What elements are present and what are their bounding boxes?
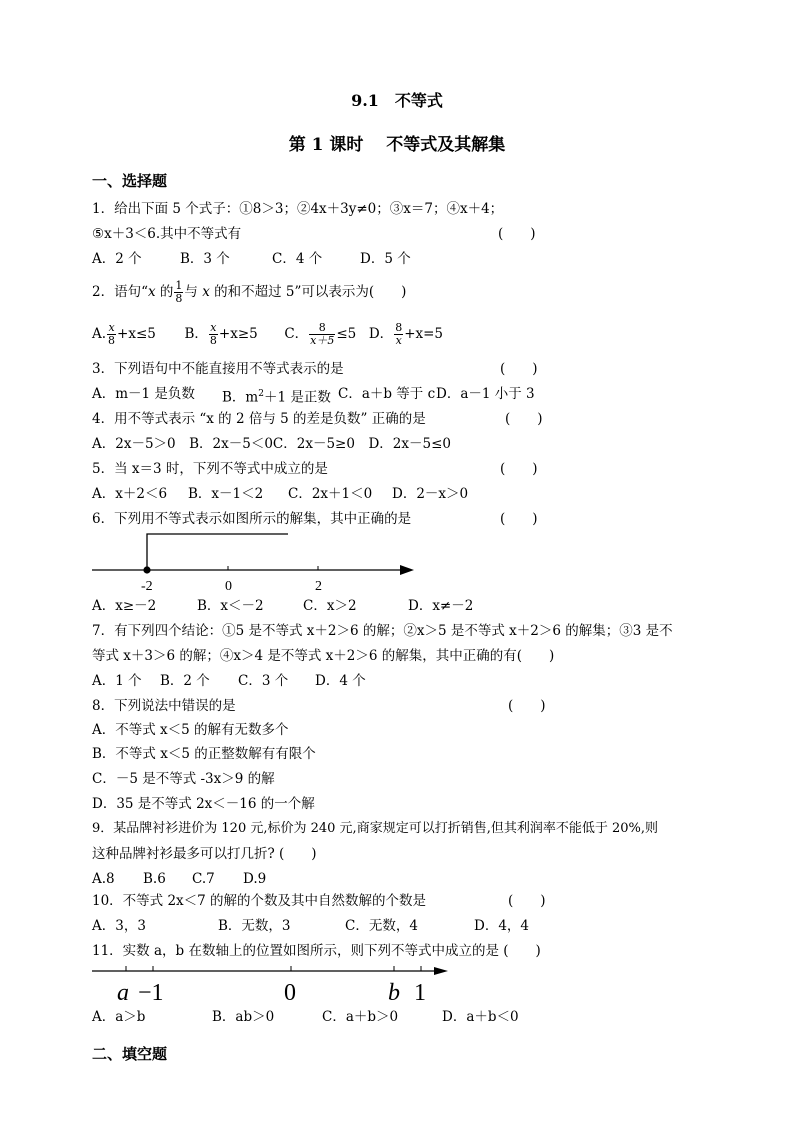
q4-answer-paren: ( )	[505, 411, 543, 427]
q7-option-a: A．1 个	[92, 673, 142, 689]
q3-stem: 3．下列语句中不能直接用不等式表示的是	[92, 361, 344, 377]
q8-option-b: B．不等式 x＜5 的正整数解有有限个	[92, 746, 316, 762]
q6-option-d: D．x≠－2	[408, 598, 474, 614]
q1-answer-paren: ( )	[498, 226, 536, 242]
q6-axis-arrow	[400, 565, 414, 575]
q2-option-a: A. $\frac{x}{8}$ +x≤5	[92, 321, 156, 347]
q2-option-c: C． $\frac{8}{x+5}$ ≤5	[284, 321, 357, 347]
q8-answer-paren: ( )	[508, 698, 546, 714]
q11-label-a: a	[117, 980, 129, 1006]
q8-stem: 8．下列说法中错误的是	[92, 698, 236, 714]
q10-answer-paren: ( )	[508, 893, 546, 909]
q5-option-a: A．x＋2＜6	[92, 486, 168, 502]
q6-option-b: B．x＜－2	[197, 598, 264, 614]
q5-answer-paren: ( )	[500, 461, 538, 477]
q11-number-line	[88, 960, 458, 1006]
q2-option-b: B． $\frac{x}{8}$ +x≥5	[184, 321, 258, 347]
q9-stem-line2: 这种品牌衬衫最多可以打几折? ( )	[92, 846, 317, 862]
q10-stem: 10．不等式 2x＜7 的解的个数及其中自然数解的个数是	[92, 893, 427, 909]
q6-label-0: 0	[225, 579, 232, 594]
q9-option-d: D.9	[243, 871, 267, 887]
q11-option-d: D．a＋b＜0	[442, 1009, 519, 1025]
q7-option-b: B．2 个	[160, 673, 210, 689]
q11-label-b: b	[388, 980, 400, 1006]
q7-stem-line2: 等式 x＋3＞6 的解；④x＞4 是不等式 x＋2＞6 的解集，其中正确的有( )	[92, 648, 555, 664]
q5-option-d: D．2－x＞0	[392, 486, 469, 502]
q11-option-b: B．ab＞0	[212, 1009, 275, 1025]
q9-option-c: C.7	[192, 871, 215, 887]
q5-stem: 5．当 x＝3 时，下列不等式中成立的是	[92, 461, 328, 477]
q5-option-b: B．x－1＜2	[188, 486, 264, 502]
q11-label-neg1: −1	[138, 980, 164, 1006]
q3-answer-paren: ( )	[500, 361, 538, 377]
q3-option-c: C．a＋b 等于 c	[338, 386, 436, 402]
q4-stem: 4．用不等式表示 “x 的 2 倍与 5 的差是负数” 正确的是	[92, 411, 426, 427]
q6-option-a: A．x≥－2	[92, 598, 157, 614]
q5-option-c: C．2x＋1＜0	[288, 486, 373, 502]
q6-label-2: 2	[315, 579, 322, 594]
q6-number-line	[88, 528, 418, 598]
q2-options	[92, 322, 443, 347]
q1-stem-line2: ⑤x＋3＜6.其中不等式有	[92, 226, 242, 242]
q1-option-a: A．2 个	[92, 251, 142, 267]
q1-stem-line1: 1．给出下面 5 个式子：①8＞3；②4x＋3y≠0；③x＝7；④x＋4；	[92, 201, 504, 217]
q8-option-d: D．35 是不等式 2x＜－16 的一个解	[92, 796, 315, 812]
q10-option-c: C．无数，4	[345, 918, 418, 934]
q8-option-c: C．－5 是不等式 -3x＞9 的解	[92, 771, 275, 787]
q2-fraction: $\frac{1}{8}$	[175, 279, 183, 305]
q11-option-a: A．a＞b	[92, 1009, 146, 1025]
q3-option-b: B．$m^2+1$ 是正数	[222, 389, 331, 406]
q6-stem: 6．下列用不等式表示如图所示的解集，其中正确的是	[92, 511, 412, 527]
q11-stem: 11．实数 a，b 在数轴上的位置如图所示，则下列不等式中成立的是 ( )	[92, 943, 541, 959]
q8-option-a: A．不等式 x＜5 的解有无数多个	[92, 722, 289, 738]
q1-option-d: D．5 个	[360, 251, 411, 267]
q9-stem-line1: 9．某品牌衬衫进价为 120 元,标价为 240 元,商家规定可以打折销售,但其利润率不能低于 20%,则	[92, 821, 658, 836]
section-heading-fill: 二、填空题	[92, 1045, 168, 1063]
lesson-title: 第 1 课时 不等式及其解集	[288, 135, 506, 155]
q1-option-c: C．4 个	[272, 251, 323, 267]
q6-solution-ray	[147, 534, 288, 570]
q7-option-c: C．3 个	[238, 673, 289, 689]
q6-answer-paren: ( )	[500, 511, 538, 527]
q6-label-neg2: -2	[141, 579, 153, 594]
q9-option-b: B.6	[143, 871, 166, 887]
q10-option-d: D．4，4	[474, 918, 530, 934]
q2-stem: 2．语句“x 的 $\frac{1}{8}$ 与 x 的和不超过 5”可以表示为( )	[92, 279, 407, 305]
section-heading-choice: 一、选择题	[92, 172, 168, 190]
q7-stem-line1: 7．有下列四个结论：①5 是不等式 x＋2＞6 的解；②x＞5 是不等式 x＋2＞6 的解集；③3 是不	[92, 623, 673, 639]
q7-option-d: D．4 个	[315, 673, 366, 689]
q11-label-1: 1	[414, 980, 426, 1006]
q9-option-a: A.8	[92, 871, 115, 887]
q2-option-d: D． $\frac{8}{x}$ +x=5	[368, 321, 444, 347]
q3-option-a: A．m－1 是负数	[92, 386, 195, 402]
q4-options: A．2x－5＞0 B．2x－5＜0C．2x－5≥0 D．2x－5≤0	[92, 436, 451, 452]
q10-option-b: B．无数，3	[218, 918, 291, 934]
q11-axis-arrow	[434, 967, 448, 975]
q11-option-c: C．a＋b＞0	[322, 1009, 399, 1025]
q3-option-d: D．a－1 小于 3	[436, 386, 535, 402]
q6-option-c: C．x＞2	[303, 598, 357, 614]
q6-solid-point	[143, 566, 150, 573]
q11-label-0: 0	[284, 980, 296, 1006]
q1-option-b: B．3 个	[180, 251, 230, 267]
q10-option-a: A．3，3	[92, 918, 146, 934]
section-title: 9.1 不等式	[351, 91, 443, 110]
